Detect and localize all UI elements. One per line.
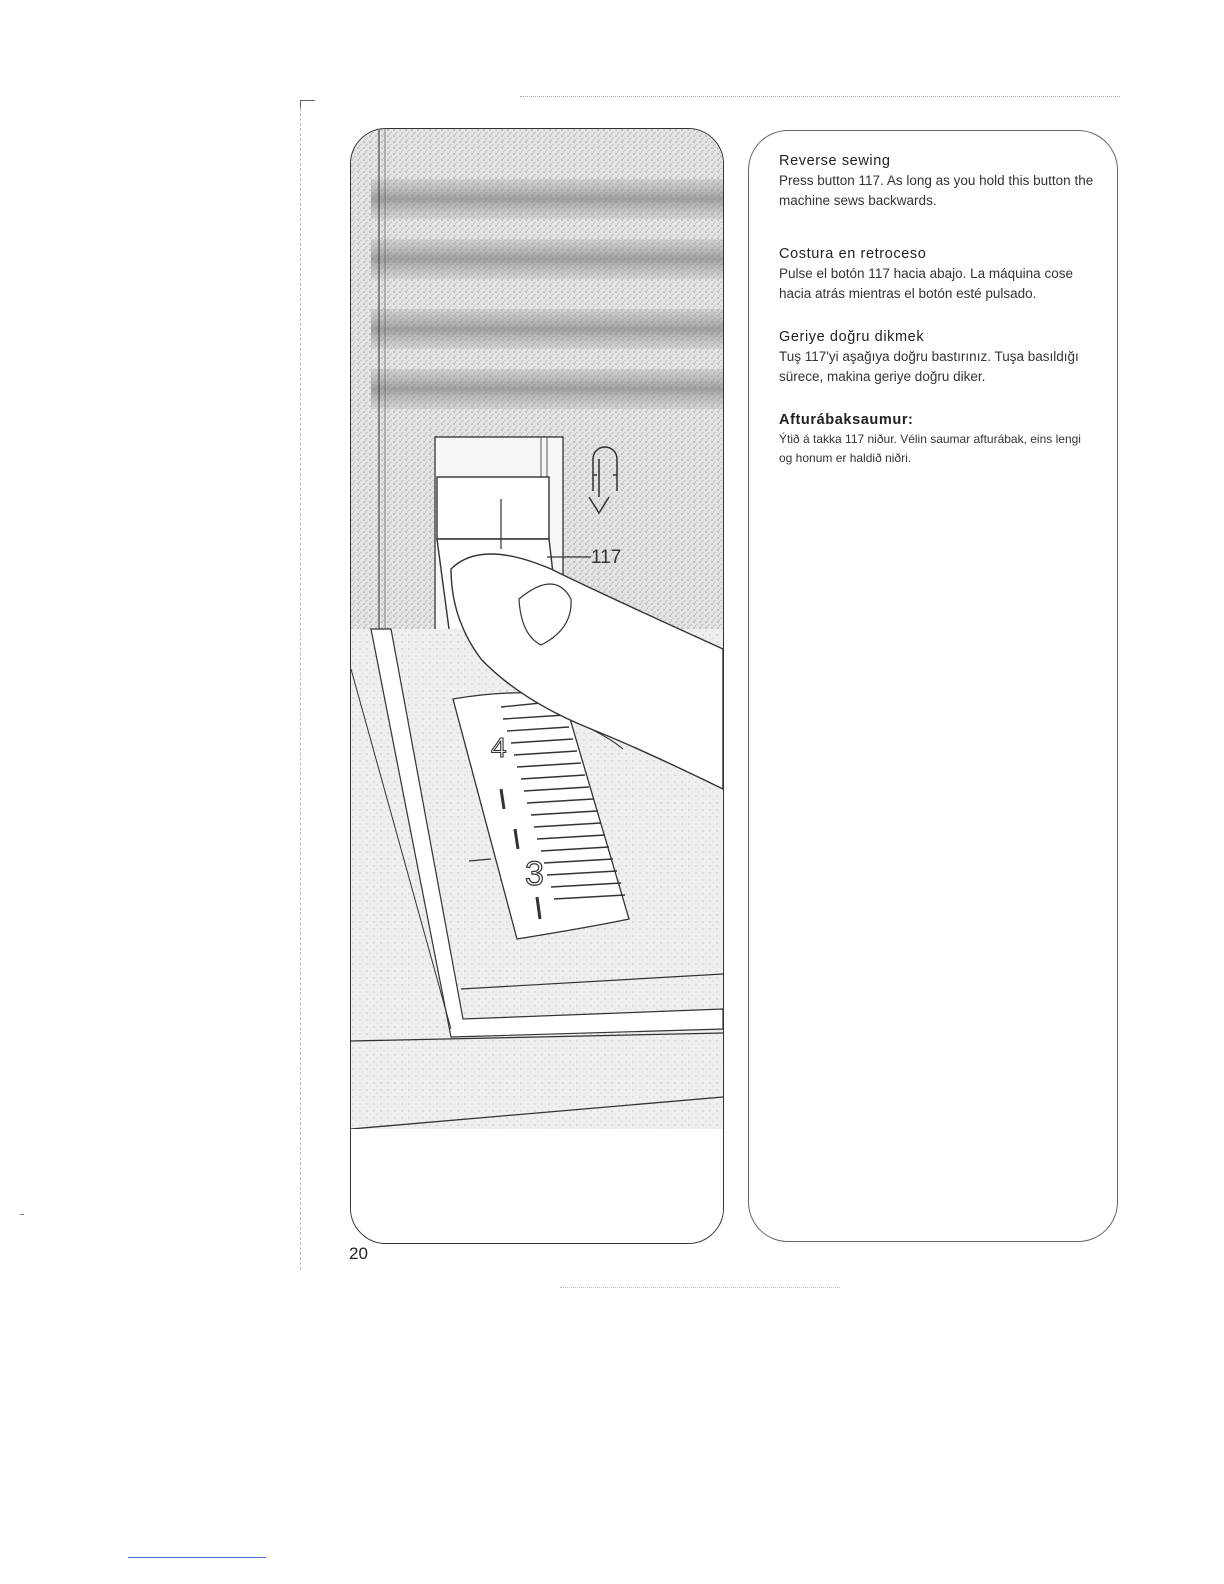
section-turkish [779,329,1097,386]
crop-mark [300,100,315,111]
section-title: Afturábaksaumur: [779,412,914,428]
scan-artifact-top [520,96,1120,97]
section-body: Tuş 117'yi aşağıya doğru bastırınız. Tuşa basıldığı sürece, makina geriye doğru diker. [779,349,1079,384]
section-spanish [779,246,1097,303]
dial-number-4: 4 [491,732,507,763]
section-body: Pulse el botón 117 hacia abajo. La máquina cose hacia atrás mientras el botón esté pulsado. [779,266,1073,301]
section-title: Costura en retroceso [779,246,927,262]
section-title: Reverse sewing [779,153,891,169]
page-number: 20 [349,1244,368,1263]
section-body: Ýtið á takka 117 niður. Vélin saumar afturábak, eins lengi og honum er haldið niðri. [779,432,1081,465]
section-english [779,153,1097,210]
dial-number-3: 3 [525,855,544,893]
scan-artifact-mark [20,1214,24,1215]
section-icelandic [779,412,1097,468]
illustration-drawing [351,129,723,1243]
section-body: Press button 117. As long as you hold this button the machine sews backwards. [779,173,1094,208]
button-117 [437,477,549,539]
page-margin-line [300,108,301,1270]
footer-rule [128,1557,266,1558]
section-title: Geriye doğru dikmek [779,329,925,345]
reverse-button-illustration [350,128,724,1244]
scan-artifact-bottom [560,1287,840,1288]
callout-label: 117 [591,547,622,568]
instructions-panel [748,130,1118,1242]
